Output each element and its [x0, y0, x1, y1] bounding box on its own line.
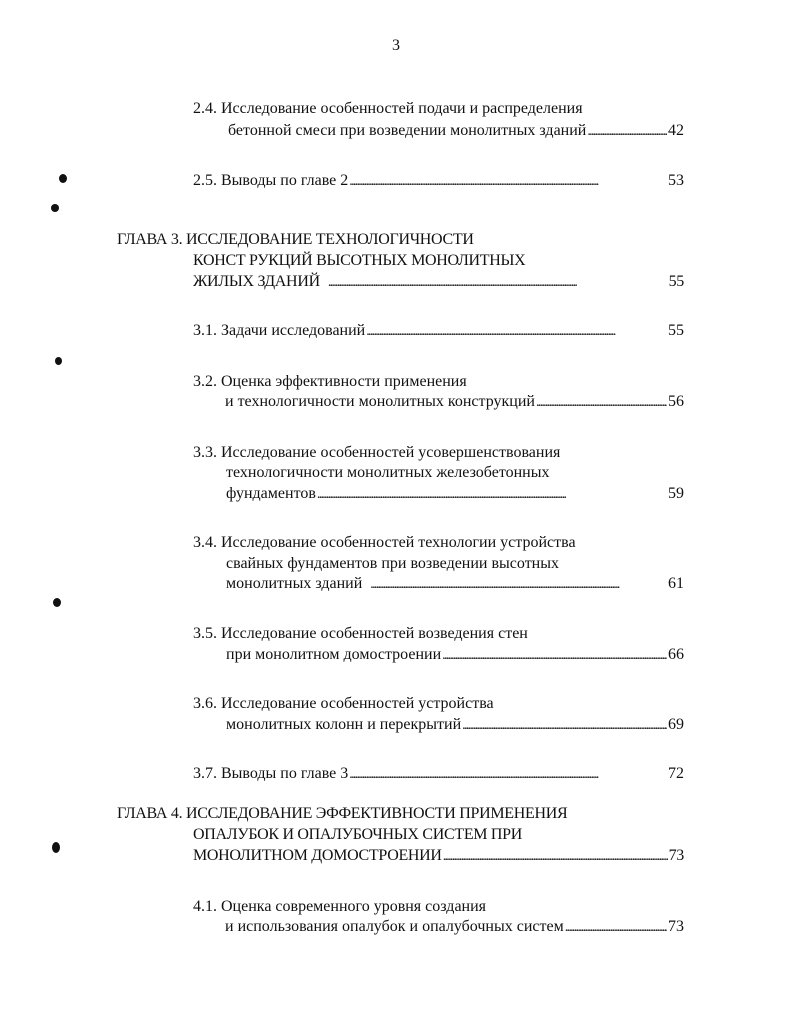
toc-entry-3-2-line-1: 3.2. Оценка эффективности применения — [193, 373, 467, 390]
toc-entry-chapter-3[interactable] — [193, 272, 684, 292]
toc-entry-3-4-line-3: монолитных зданий — [226, 575, 363, 592]
toc-entry-3-2-line-2: и технологичности монолитных конструкций — [225, 393, 535, 410]
dot-leader — [536, 392, 667, 413]
toc-entry-3-5[interactable] — [226, 645, 684, 665]
chapter-3-heading-line-3: ЖИЛЫХ ЗДАНИЙ — [193, 273, 320, 290]
toc-page-number: 59 — [668, 485, 684, 502]
chapter-3-heading-line-2: КОНСТ РУКЦИЙ ВЫСОТНЫХ МОНОЛИТНЫХ — [193, 252, 526, 269]
toc-page-number: 55 — [668, 322, 684, 339]
toc-entry-3-2[interactable] — [225, 392, 684, 412]
dot-leader — [587, 121, 667, 142]
dot-leader — [349, 171, 667, 192]
toc-entry-3-5-line-1: 3.5. Исследование особенностей возведения стен — [193, 625, 528, 642]
toc-entry-3-3-line-3: фундаментов — [226, 485, 316, 502]
toc-page-number: 42 — [668, 122, 684, 139]
toc-entry-2-4[interactable] — [228, 121, 684, 141]
dot-leader — [317, 484, 667, 505]
toc-entry-2-4-line-1: 2.4. Исследование особенностей подачи и распределения — [193, 100, 583, 117]
dot-leader — [442, 645, 667, 666]
chapter-4-heading-line-2: ОПАЛУБОК И ОПАЛУБОЧНЫХ СИСТЕМ ПРИ — [193, 826, 523, 843]
toc-page-number: 73 — [668, 918, 684, 935]
toc-page-number: 73 — [668, 847, 684, 864]
toc-entry-chapter-4[interactable] — [193, 846, 684, 866]
scan-speck — [52, 842, 60, 853]
dot-leader — [462, 715, 667, 736]
toc-entry-4-1[interactable] — [225, 917, 684, 937]
toc-entry-2-4-line-2: бетонной смеси при возведении монолитных зданий — [228, 122, 587, 139]
toc-entry-2-5-title: 2.5. Выводы по главе 2 — [193, 172, 349, 189]
toc-entry-3-7[interactable] — [193, 764, 684, 784]
toc-entry-4-1-line-1: 4.1. Оценка современного уровня создания — [193, 898, 487, 915]
toc-page-number: 72 — [668, 765, 684, 782]
toc-entry-3-5-line-2: при монолитном домостроении — [226, 646, 442, 663]
dot-leader — [328, 272, 668, 293]
page-number: 3 — [392, 37, 400, 54]
toc-page-number: 69 — [668, 716, 684, 733]
toc-page-number: 55 — [668, 273, 684, 290]
chapter-4-heading-line-1: ГЛАВА 4. ИССЛЕДОВАНИЕ ЭФФЕКТИВНОСТИ ПРИМЕНЕНИЯ — [117, 805, 568, 822]
toc-page-number: 61 — [668, 575, 684, 592]
dot-leader — [443, 846, 668, 867]
dot-leader — [349, 764, 667, 785]
toc-entry-3-3-line-1: 3.3. Исследование особенностей усовершенствования — [193, 444, 561, 461]
toc-entry-3-3[interactable] — [226, 484, 684, 504]
toc-entry-3-7-title: 3.7. Выводы по главе 3 — [193, 765, 349, 782]
scan-speck — [53, 598, 61, 607]
scan-speck — [51, 204, 59, 212]
toc-page-number: 66 — [668, 646, 684, 663]
toc-entry-3-3-line-2: технологичности монолитных железобетонных — [226, 464, 550, 481]
toc-page-number: 56 — [668, 393, 684, 410]
toc-entry-4-1-line-2: и использования опалубок и опалубочных систем — [225, 918, 564, 935]
toc-page-number: 53 — [668, 172, 684, 189]
scan-speck — [55, 357, 62, 365]
chapter-4-heading-line-3: МОНОЛИТНОМ ДОМОСТРОЕНИИ — [193, 847, 442, 864]
toc-entry-3-1[interactable] — [193, 321, 684, 341]
chapter-3-heading-line-1: ГЛАВА 3. ИССЛЕДОВАНИЕ ТЕХНОЛОГИЧНОСТИ — [117, 231, 474, 248]
toc-entry-3-4[interactable] — [226, 574, 684, 594]
toc-entry-3-6-line-1: 3.6. Исследование особенностей устройства — [193, 695, 494, 712]
toc-entry-3-1-title: 3.1. Задачи исследований — [193, 322, 366, 339]
dot-leader — [565, 917, 667, 938]
dot-leader — [366, 321, 667, 342]
toc-entry-3-4-line-2: свайных фундаментов при возведении высотных — [226, 555, 559, 572]
scan-speck — [59, 174, 67, 183]
toc-entry-3-4-line-1: 3.4. Исследование особенностей технологии устройства — [193, 534, 576, 551]
toc-entry-3-6[interactable] — [226, 715, 684, 735]
toc-entry-2-5[interactable] — [193, 171, 684, 191]
dot-leader — [370, 574, 667, 595]
toc-entry-3-6-line-2: монолитных колонн и перекрытий — [226, 716, 462, 733]
